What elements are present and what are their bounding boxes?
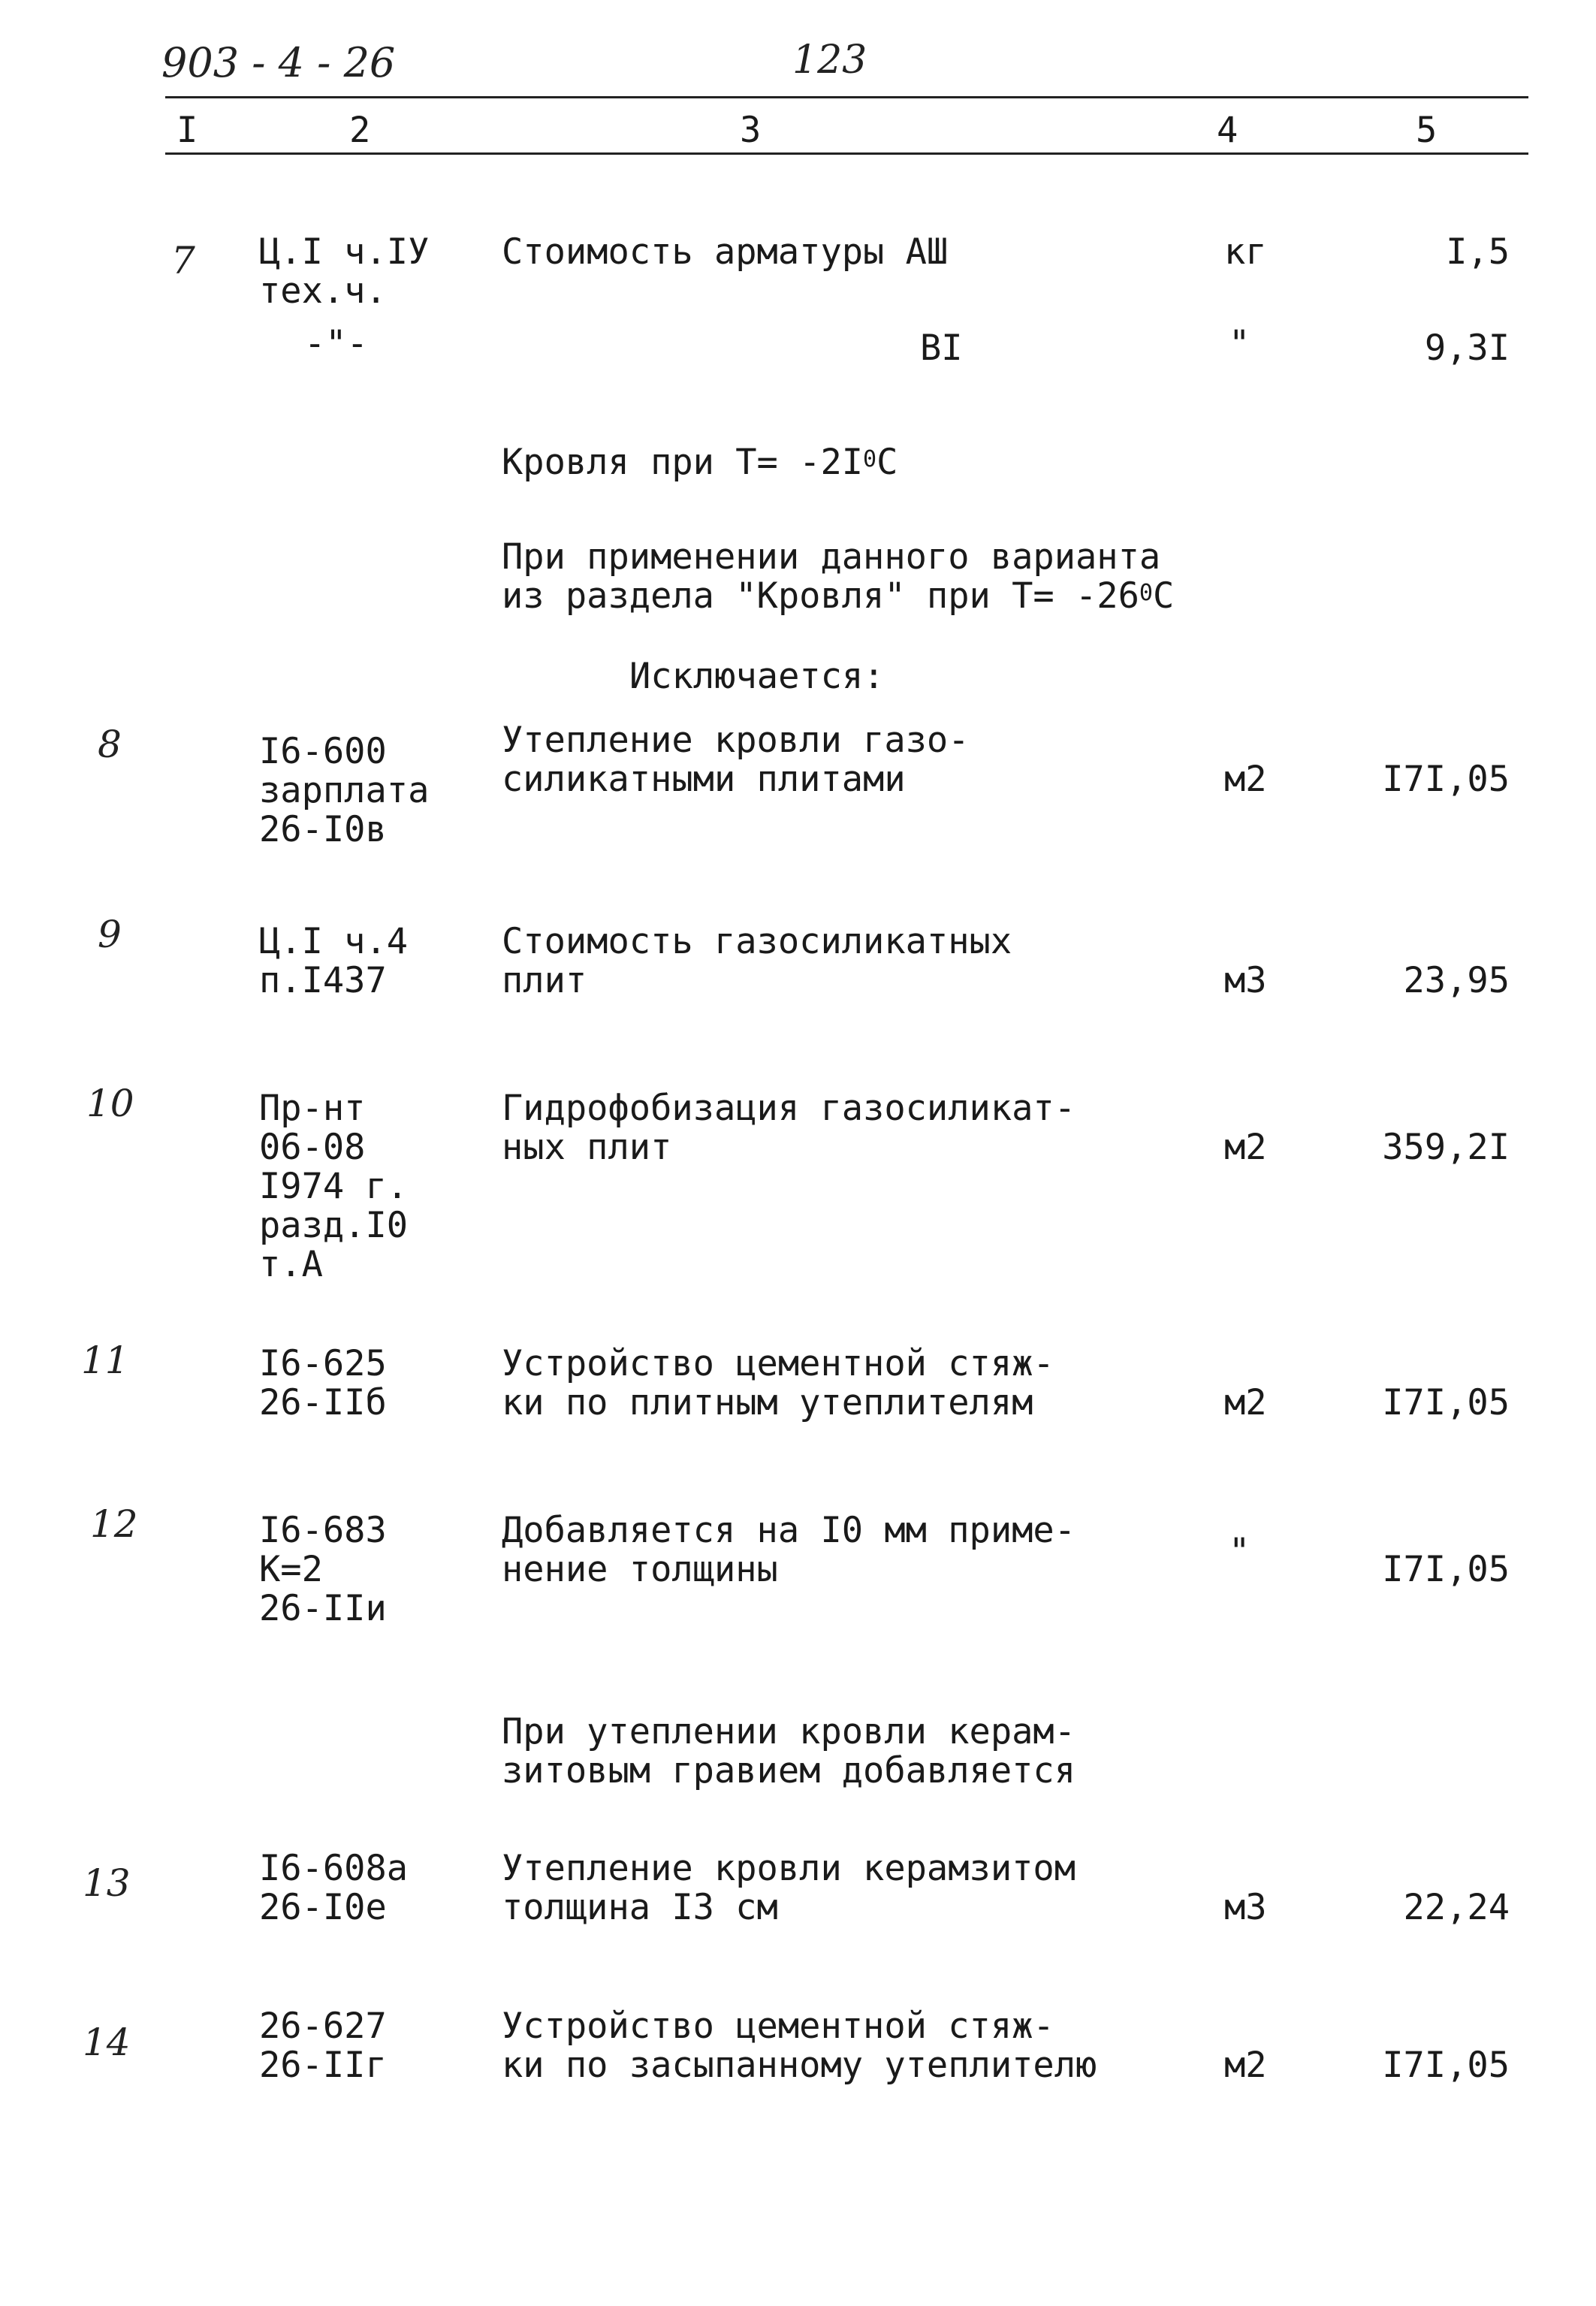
row-ref: I6-608а xyxy=(259,1848,409,1889)
row-ref: I6-600 xyxy=(259,731,387,772)
row-unit: м2 xyxy=(1224,759,1267,800)
row-quantity: I7I,05 xyxy=(1382,759,1510,800)
row-ref: 26-I0е xyxy=(259,1887,387,1928)
row-description: ки по плитным утеплителям xyxy=(502,1382,1033,1423)
row-ref: 26-IIг xyxy=(259,2045,387,2086)
row-ref: I6-625 xyxy=(259,1343,387,1384)
header-top-rule xyxy=(165,96,1528,98)
row-description: Утепление кровли керамзитом xyxy=(502,1848,1076,1889)
col-header-2: 2 xyxy=(349,110,371,151)
row-unit: м2 xyxy=(1224,1127,1267,1168)
row-quantity: I7I,05 xyxy=(1382,1382,1510,1423)
keramzit-note-line1: При утеплении кровли керам- xyxy=(502,1711,1076,1752)
row-number: 9 xyxy=(98,913,122,956)
row-quantity: 22,24 xyxy=(1403,1887,1510,1928)
row-description: Устройство цементной стяж- xyxy=(502,2006,1054,2047)
row-ref: Ц.I ч.4 xyxy=(259,921,409,962)
row-description: нение толщины xyxy=(502,1549,778,1590)
row-description: толщина I3 см xyxy=(502,1887,778,1928)
col-header-4: 4 xyxy=(1217,110,1238,151)
roof-title: Кровля при $Т= -2I^0С$ xyxy=(502,442,898,483)
row-unit: м3 xyxy=(1224,960,1267,1001)
row-ref: I6-683 xyxy=(259,1510,387,1551)
row-number: 7 xyxy=(171,239,195,282)
row-unit: м3 xyxy=(1224,1887,1267,1928)
excluded-heading: Исключается: xyxy=(629,656,885,697)
row-unit: м2 xyxy=(1224,1382,1267,1423)
row-number: 13 xyxy=(83,1861,131,1905)
row-description: BI xyxy=(920,327,963,369)
header-bottom-rule xyxy=(165,152,1528,155)
row-unit: " xyxy=(1229,323,1251,364)
variant-note-line1: При применении данного варианта xyxy=(502,536,1161,578)
row-ref: 26-I0в xyxy=(259,809,387,850)
row-description: Добавляется на I0 мм приме- xyxy=(502,1510,1076,1551)
row-description: Стоимость арматуры АШ xyxy=(502,231,949,273)
row-description: Устройство цементной стяж- xyxy=(502,1343,1054,1384)
row-quantity: 23,95 xyxy=(1403,960,1510,1001)
row-ref: т.А xyxy=(259,1244,323,1285)
row-ref: -"- xyxy=(304,323,368,364)
page-number: 123 xyxy=(792,38,867,83)
row-description: силикатными плитами xyxy=(502,759,906,800)
row-unit: " xyxy=(1229,1531,1251,1572)
row-number: 8 xyxy=(98,723,122,766)
row-description: ных плит xyxy=(502,1127,672,1168)
row-number: 10 xyxy=(86,1082,134,1125)
row-ref: Ц.I ч.IУ xyxy=(259,231,430,273)
row-description: Гидрофобизация газосиликат- xyxy=(502,1088,1076,1129)
row-ref: п.I437 xyxy=(259,960,387,1001)
row-quantity: 359,2I xyxy=(1382,1127,1510,1168)
row-ref: 26-IIб xyxy=(259,1382,387,1423)
row-quantity: I,5 xyxy=(1446,231,1510,273)
row-quantity: 9,3I xyxy=(1424,327,1510,369)
row-description: плит xyxy=(502,960,587,1001)
document-code: 903 - 4 - 26 xyxy=(161,39,396,86)
row-unit: м2 xyxy=(1224,2045,1267,2086)
row-number: 11 xyxy=(81,1339,129,1382)
row-ref: разд.I0 xyxy=(259,1205,409,1246)
col-header-1: I xyxy=(176,110,198,151)
row-ref: тех.ч. xyxy=(259,270,387,312)
row-description: ки по засыпанному утеплителю xyxy=(502,2045,1097,2086)
row-description: Утепление кровли газо- xyxy=(502,720,970,761)
row-description: Стоимость газосиликатных xyxy=(502,921,1012,962)
row-quantity: I7I,05 xyxy=(1382,1549,1510,1590)
row-ref: зарплата xyxy=(259,770,430,811)
col-header-3: 3 xyxy=(740,110,762,151)
row-quantity: I7I,05 xyxy=(1382,2045,1510,2086)
row-number: 12 xyxy=(90,1502,138,1546)
keramzit-note-line2: зитовым гравием добавляется xyxy=(502,1750,1076,1791)
row-ref: Пр-нт xyxy=(259,1088,366,1129)
row-number: 14 xyxy=(83,2021,131,2064)
row-unit: кг xyxy=(1224,231,1267,273)
row-ref: 26-627 xyxy=(259,2006,387,2047)
row-ref: 06-08 xyxy=(259,1127,366,1168)
row-ref: I974 г. xyxy=(259,1166,409,1207)
row-ref: 26-IIи xyxy=(259,1588,387,1629)
row-ref: К=2 xyxy=(259,1549,323,1590)
variant-note-line2: из раздела "Кровля" при $Т= -26^0С$ xyxy=(502,575,1175,617)
col-header-5: 5 xyxy=(1416,110,1438,151)
